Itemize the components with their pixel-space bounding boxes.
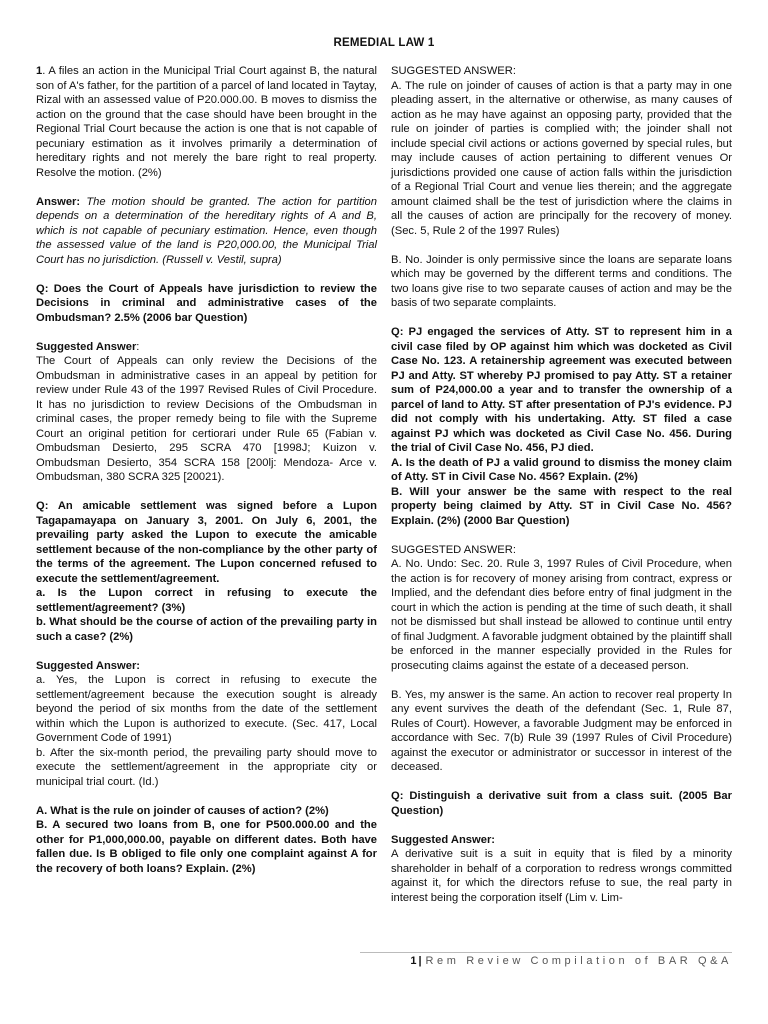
question-5a: A. Is the death of PJ a valid ground to dismiss the money claim of Atty. ST in Civil Case No. 456? Explain. (2%): [391, 456, 732, 483]
question-5b: B. Will your answer be the same with respect to the real property being claimed by Atty. ST in Civil Case No. 456? Explain. (2%) (2000 Bar Question): [391, 485, 732, 527]
suggested-answer-3b: b. After the six-month period, the prevailing party should move to execute the settlement/agreement in the appropriate city or municipal trial court. (Id.): [36, 746, 377, 788]
page-footer: [0, 955, 732, 967]
suggested-answer-4b: B. No. Joinder is only permissive since the loans are separate loans which may be governed by the different terms and conditions. The two loans give rise to two separate causes of action and may be the basis of two separate complaints.: [391, 253, 732, 309]
question-3: Q: An amicable settlement was signed before a Lupon Tagapamayapa on January 3, 2001. On July 6, 2001, the prevailing party asked the Lupon to execute the amicable settlement because of the non-compliance by the other party of the terms of the agreement. The Lupon concerned refused to execute the settlement/agreement.: [36, 500, 377, 585]
footer-text: Rem Review Compilation of BAR Q&A: [425, 955, 732, 967]
question-4b: B. A secured two loans from B, one for P500.000.00 and the other for P1,000,000.00, payable on different dates. Both have fallen due. Is B obliged to file only one complaint against A for the recovery of both loans? Explain. (2%): [36, 819, 377, 875]
suggested-answer-3-label: Suggested Answer:: [36, 659, 141, 672]
suggested-answer-6-label: Suggested Answer:: [391, 833, 496, 846]
question-1: 1. A files an action in the Municipal Trial Court against B, the natural son of A's father, for the partition of a parcel of land located in Taytay, Rizal with an assessed value of P20.000.00. B moves to dismiss the action on the ground that the case should have been brought in the Regional Trial Court because the action is one that is not capable of pecuniary estimation as it involves primarily a determination of hereditary rights and not merely the bare right to real property. Resolve the motion. (2%): [36, 65, 377, 179]
question-3a: a. Is the Lupon correct in refusing to execute the settlement/agreement? (3%): [36, 587, 377, 614]
suggested-answer-5-label: SUGGESTED ANSWER:: [391, 543, 516, 556]
suggested-answer-5b: B. Yes, my answer is the same. An action to recover real property In any event survives the death of the defendant (Sec. 1, Rule 87, Rules of Court). However, a favorable Judgment may be enforced in accordance with Sec. 7(b) Rule 39 (1997 Rules of Civil Procedure) against the executor or administrator or successor in interest of the deceased.: [391, 688, 732, 773]
footer-separator: |: [418, 955, 422, 967]
question-5: Q: PJ engaged the services of Atty. ST to represent him in a civil case filed by OP against him which was docketed as Civil Case No. 123. A retainership agreement was executed between PJ and Atty. ST whereby PJ promised to pay Atty. ST a retainer sum of P24,000.00 a year and to transfer the ownership of a parcel of land to Atty. ST after presentation of PJ's evidence. PJ did not comply with his undertaking. Atty. ST filed a case against PJ which was docketed as Civil Case No. 456. During the trial of Civil Case No. 456, PJ died.: [391, 326, 732, 454]
right-column: [391, 64, 732, 905]
question-3b: b. What should be the course of action of the prevailing party in such a case? (2%): [36, 616, 377, 643]
suggested-answer-4a: A. The rule on joinder of causes of action is that a party may in one pleading assert, in the alternative or otherwise, as many causes of action as he may have against an opposing party, provided that the rule on joinder of parties is complied with; the joinder shall not include special civil actions or actions governed by special rules, but may include causes of action pertaining to different venues Or jurisdictions provided one cause of action falls within the jurisdiction of a Regional Trial Court and venue lies therein; and the aggregate amount claimed shall be the test of jurisdiction where the claims in all the causes of action are principally for the recovery of money. (Sec. 5, Rule 2 of the 1997 Rules): [391, 79, 732, 237]
left-column: [36, 64, 377, 891]
page-title: REMEDIAL LAW 1: [333, 37, 435, 49]
question-4a: A. What is the rule on joinder of causes of action? (2%): [36, 804, 329, 817]
question-number: 1: [36, 65, 43, 77]
answer-1: Answer: The motion should be granted. The action for partition depends on a determination of the hereditary rights of A and B, which is not capable of pecuniary estimation. Hence, even though the assessed value of the land is P20,000.00, the Municipal Trial Court has no jurisdiction. (Russell v. Vestil, supra): [36, 195, 377, 266]
question-6: Q: Distinguish a derivative suit from a class suit. (2005 Bar Question): [391, 790, 732, 817]
page-number: 1: [410, 955, 417, 967]
question-2: Q: Does the Court of Appeals have jurisdiction to review the Decisions in criminal and administrative cases of the Ombudsman? 2.5% (2006 bar Question): [36, 282, 377, 324]
footer-rule: [360, 952, 732, 953]
suggested-answer-6: A derivative suit is a suit in equity that is filed by a minority shareholder in behalf of a corporation to redress wrongs committed against it, for which the directors refuse to sue, the real party in interest being the corporation itself (Lim v. Lim-: [391, 848, 732, 904]
suggested-answer-5a: A. No. Undo: Sec. 20. Rule 3, 1997 Rules of Civil Procedure, when the action is for recovery of money arising from contract, express or Implied, and the defendant dies before entry of final judgment in the court in which the action is pending at the time of such death, it shall not be dismissed but shall instead be allowed to continue until entry of final Judgment. A favorable judgment obtained by the plaintiff shall be enforced in the manner especially provided in the Rules for prosecuting claims against the estate of a deceased person.: [391, 558, 732, 672]
suggested-answer-2: Suggested Answer: The Court of Appeals can only review the Decisions of the Ombudsman in administrative cases in an appeal by petition for review under Rule 43 of the 1997 Revised Rules of Civil Procedure. It has no jurisdiction to review Decisions of the Ombudsman in criminal cases, the proper remedy being to file with the Supreme Court an original petition for certiorari under Rule 65 (Fabian v. Ombudsman Desierto, 295 SCRA 470 [1998J; Kuizon v. Ombudsman Desierto, 354 SCRA 158 [200lj: Mendoza- Arce v. Ombudsman, 380 SCRA 325 [20021).: [36, 340, 377, 483]
suggested-answer-3a: a. Yes, the Lupon is correct in refusing to execute the settlement/agreement because the execution sought is already beyond the period of six months from the date of the settlement within which the Lupon is authorized to execute. (Sec. 417, Local Government Code of 1991): [36, 674, 377, 744]
suggested-answer-4-label: SUGGESTED ANSWER:: [391, 65, 516, 77]
